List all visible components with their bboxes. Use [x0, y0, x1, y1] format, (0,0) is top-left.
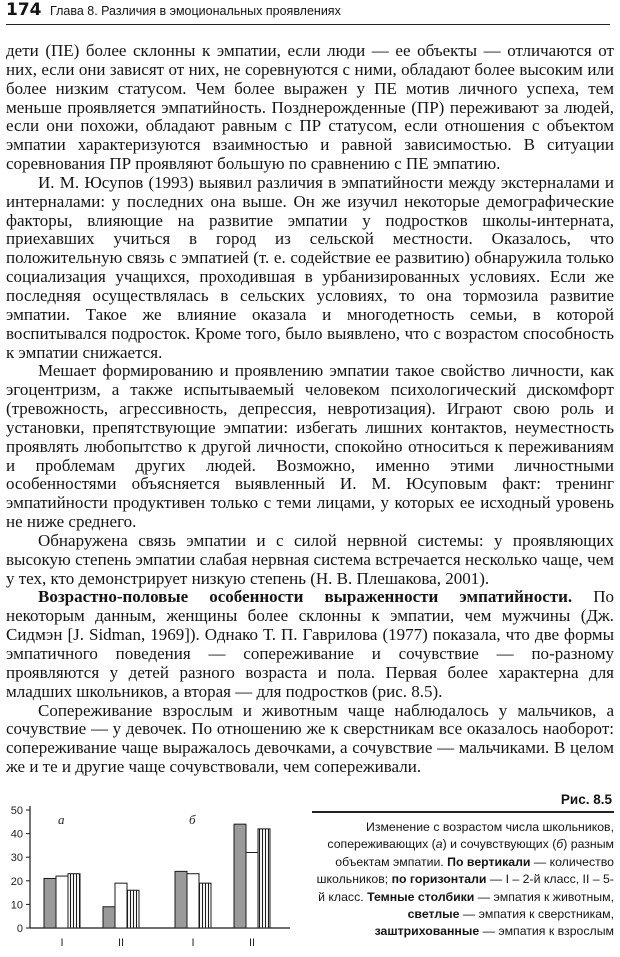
y-tick-label: 40: [10, 828, 23, 841]
y-tick-label: 20: [10, 875, 23, 888]
section-run-in-heading: Возрастно-половые особенности выраженности эмпатийности.: [38, 587, 573, 607]
y-tick-label: 50: [10, 805, 23, 817]
paragraph-3: Мешает формированию и проявлению эмпатии такое свойство личности, как эгоцентризм, а также испытываемый человеком психологический дискомфорт (тревожность, агрессивность, депрессия, невротизация). Играют свою роль и установки, препятствующие эмпатии: избегать лишних контактов, неуместность проявлять любопытство к другой личности, спокойно относиться к переживаниям и проблемам других людей. Возможно, именно этими личностными особенностями объясняется выявленный И. М. Юсуповым факт: тренинг эмпатийности продуктивен только с теми лицами, у которых ее исходный уровень не ниже среднего.: [6, 361, 614, 532]
caption-part: ) разным объектам эмпатии.: [335, 837, 614, 869]
caption-panel-b: б: [556, 837, 564, 852]
paragraph-5-text: По некоторым данным, женщины более склонны к эмпатии, чем мужчины (Дж. Сидмэн [J. Sidman, 1969]). Однако Т. П. Гаврилова (1977) показала, что две формы эмпатичного поведения — сопереживание и сочувствие — по-разному проявляются у детей разного возраста и пола. Первая более характерна для младших школьников, а вторая — для подростков (рис. 8.5).: [6, 587, 614, 701]
x-category-label: II: [117, 937, 125, 949]
bar-hatched: [199, 883, 211, 928]
body-text: [6, 42, 614, 777]
paragraph-4: Обнаружена связь эмпатии и с силой нервной системы: у проявляющих высокую степень эмпатии слабая нервная система встречается несколько чаще, чем у тех, кто демонстрирует низкую степень (Н. В. Плешакова, 2001).: [6, 530, 614, 588]
bar-light: [187, 874, 199, 928]
paragraph-2: И. М. Юсупов (1993) выявил различия в эмпатийности между экстерналами и интерналами: у последних она выше. Он же изучил некоторые демографические факторы, влияющие на развитие эмпатии у подростков школы-интерната, приехавших учиться в город из сельской местности. Оказалось, что положительную связь с эмпатией (т. е. содействие ее развитию) обнаружила только социализация учащихся, проходившая в урбанизированных условиях. Если же последняя осуществлялась в сельских условиях, то она тормозила развитие эмпатии. Такое же влияние оказала и многодетность семьи, в которой воспитывался подросток. Кроме того, было выявлено, что с возрастом способность к эмпатии снижается.: [6, 172, 614, 362]
caption-part: — эмпатия к взрослым: [479, 924, 614, 939]
page-number: 174: [6, 0, 42, 20]
figure-label: Рис. 8.5: [560, 792, 612, 807]
caption-light-bold: светлые: [407, 907, 460, 922]
caption-vertical-bold: По вертикали: [447, 854, 531, 869]
y-tick-label: 10: [10, 899, 23, 912]
y-tick-label: 30: [10, 852, 23, 865]
x-category-label: I: [191, 937, 195, 949]
caption-part: — эмпатия к сверстникам,: [459, 907, 614, 922]
chapter-title: Глава 8. Различия в эмоциональных проявлениях: [50, 4, 341, 18]
chart-bars: [44, 824, 270, 928]
figure-caption: [312, 792, 614, 941]
bar-dark: [44, 878, 56, 928]
caption-part: — I – 2-й класс, II – 5-й класс.: [318, 872, 614, 904]
x-category-label: II: [248, 937, 256, 949]
figure-caption-text: [312, 819, 614, 941]
bar-chart: [0, 790, 296, 957]
bar-light: [115, 883, 127, 928]
figure-rule: [312, 811, 614, 813]
page-header: [6, 2, 610, 25]
y-tick-label: 0: [16, 923, 23, 935]
x-category-label: I: [60, 937, 64, 949]
bar-hatched: [127, 890, 139, 928]
panel-label: б: [189, 812, 196, 827]
bar-dark: [175, 871, 187, 928]
bar-hatched: [68, 874, 80, 928]
panel-label: а: [58, 812, 65, 827]
bar-dark: [234, 824, 246, 928]
paragraph-6: Сопереживание взрослым и животным чаще наблюдалось у мальчиков, а сочувствие — у девочек. По отношению же к сверстникам все оказалось наоборот: сопереживание чаще выражалось девочками, а сочувствие — мальчиками. В целом же и те и другие чаще сочувствовали, чем сопереживали.: [6, 700, 614, 777]
paragraph-1: дети (ПЕ) более склонны к эмпатии, если люди — ее объекты — отличаются от них, если они зависят от них, не соревнуются с ними, обладают более высоким или более низким статусом. Чем более выражен у ПЕ мотив личного успеха, тем меньше проявляется эмпатийность. Позднерожденные (ПР) переживают за людей, если они похожи, обладают равным с ПР статусом, если отношения с объектом эмпатии характеризуются взаимностью и равной зависимостью. В ситуации соревнования ПР проявляют большую по сравнению с ПЕ эмпатию.: [6, 41, 614, 174]
caption-part: ) и сочувствующих (: [442, 837, 557, 852]
caption-part: — эмпатия к животным,: [474, 889, 614, 904]
caption-panel-a: а: [435, 837, 443, 852]
caption-dark-bold: Темные столбики: [367, 889, 475, 904]
caption-hatched-bold: заштрихованные: [374, 924, 480, 939]
caption-horizontal-bold: по горизонтали: [391, 872, 487, 887]
caption-part: Изменение с возрастом числа школьников, сопереживающих (: [327, 820, 614, 852]
caption-part: — количество школьников;: [316, 854, 614, 887]
bar-dark: [103, 907, 115, 928]
paragraph-5: [6, 588, 614, 701]
bar-hatched: [258, 829, 270, 928]
bar-light: [56, 876, 68, 928]
bar-light: [246, 852, 258, 928]
